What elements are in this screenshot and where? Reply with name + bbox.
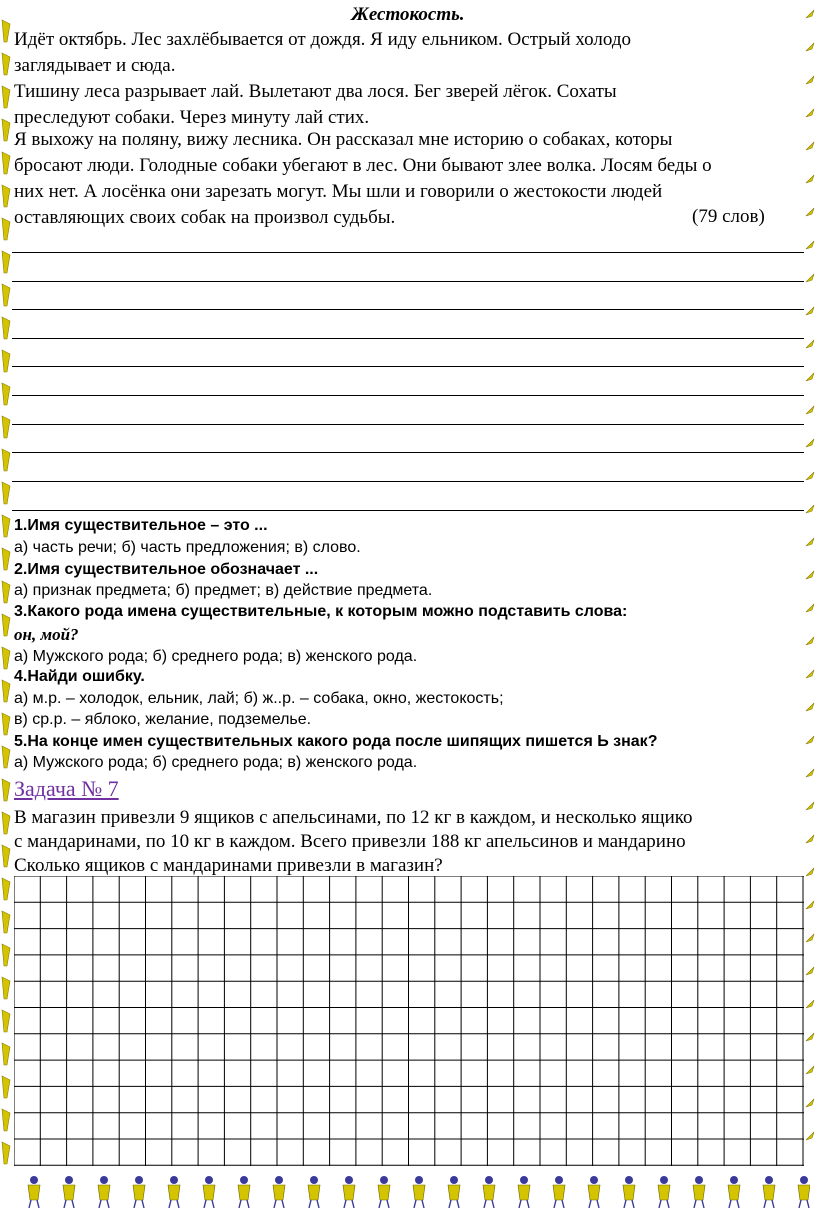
border-ornament-icon bbox=[2, 977, 10, 999]
border-ornament-icon bbox=[2, 1142, 10, 1164]
border-ornament-icon bbox=[806, 1000, 814, 1008]
border-ornament-icon bbox=[2, 119, 10, 141]
writing-line bbox=[12, 281, 804, 282]
dictation-title: Жестокость. bbox=[351, 4, 465, 25]
writing-line bbox=[12, 510, 804, 511]
schoolchild-with-satchel-icon bbox=[798, 1176, 810, 1208]
border-ornament-icon bbox=[2, 449, 10, 471]
schoolchild-with-satchel-icon bbox=[553, 1176, 565, 1208]
dictation-line: них нет. А лосёнка они зарезать могут. Мы шли и говорили о жестокости людей bbox=[14, 181, 663, 202]
writing-line bbox=[12, 338, 804, 339]
left-decorative-border bbox=[0, 0, 14, 1170]
task-heading: Задача № 7 bbox=[14, 776, 119, 801]
border-ornament-icon bbox=[2, 1043, 10, 1065]
question-3-words: он, мой? bbox=[14, 625, 79, 644]
word-count: (79 слов) bbox=[692, 206, 765, 227]
schoolchild-with-satchel-icon bbox=[378, 1176, 390, 1208]
border-ornament-icon bbox=[2, 152, 10, 174]
writing-line bbox=[12, 309, 804, 310]
border-ornament-icon bbox=[806, 43, 814, 51]
task-line: с мандаринами, по 10 кг в каждом. Всего привезли 188 кг апельсинов и мандарино bbox=[14, 831, 686, 852]
border-ornament-icon bbox=[806, 439, 814, 447]
border-ornament-icon bbox=[2, 1109, 10, 1131]
dictation-line: бросают люди. Голодные собаки убегают в лес. Они бывают злее волка. Лосям беды о bbox=[14, 155, 712, 176]
dictation-line: Я выхожу на поляну, вижу лесника. Он рассказал мне историю о собаках, которы bbox=[14, 129, 673, 150]
border-ornament-icon bbox=[806, 703, 814, 711]
border-ornament-icon bbox=[2, 86, 10, 108]
border-ornament-icon bbox=[806, 769, 814, 777]
border-ornament-icon bbox=[2, 812, 10, 834]
schoolchild-with-satchel-icon bbox=[623, 1176, 635, 1208]
border-ornament-icon bbox=[806, 967, 814, 975]
border-ornament-icon bbox=[2, 482, 10, 504]
question-3: 3.Какого рода имена существительные, к которым можно подставить слова: bbox=[14, 603, 628, 620]
writing-line bbox=[12, 452, 804, 453]
border-ornament-icon bbox=[2, 515, 10, 537]
border-ornament-icon bbox=[806, 571, 814, 579]
schoolchild-with-satchel-icon bbox=[483, 1176, 495, 1208]
border-ornament-icon bbox=[2, 845, 10, 867]
border-ornament-icon bbox=[2, 317, 10, 339]
border-ornament-icon bbox=[2, 416, 10, 438]
border-ornament-icon bbox=[806, 472, 814, 480]
answer-options-1: а) часть речи; б) часть предложения; в) слово. bbox=[14, 539, 361, 556]
schoolchild-with-satchel-icon bbox=[63, 1176, 75, 1208]
dictation-line: преследуют собаки. Через минуту лай стих. bbox=[14, 107, 370, 128]
border-ornament-icon bbox=[806, 340, 814, 348]
border-ornament-icon bbox=[806, 307, 814, 315]
border-ornament-icon bbox=[806, 1033, 814, 1041]
schoolchild-with-satchel-icon bbox=[448, 1176, 460, 1208]
schoolchild-with-satchel-icon bbox=[413, 1176, 425, 1208]
border-ornament-icon bbox=[806, 505, 814, 513]
task-line: В магазин привезли 9 ящиков с апельсинами, по 12 кг в каждом, и несколько ящико bbox=[14, 807, 693, 828]
border-ornament-icon bbox=[2, 1010, 10, 1032]
border-ornament-icon bbox=[2, 911, 10, 933]
answer-options-2: а) признак предмета; б) предмет; в) действие предмета. bbox=[14, 582, 433, 599]
schoolchild-with-satchel-icon bbox=[238, 1176, 250, 1208]
border-ornament-icon bbox=[2, 878, 10, 900]
border-ornament-icon bbox=[806, 835, 814, 843]
schoolchild-with-satchel-icon bbox=[98, 1176, 110, 1208]
dictation-line: Тишину леса разрывает лай. Вылетают два лося. Бег зверей лёгок. Сохаты bbox=[14, 81, 617, 102]
answer-options-5: а) Мужского рода; б) среднего рода; в) женского рода. bbox=[14, 754, 418, 771]
bottom-decorative-border bbox=[20, 1172, 810, 1212]
writing-line bbox=[12, 252, 804, 253]
writing-line bbox=[12, 366, 804, 367]
schoolchild-with-satchel-icon bbox=[168, 1176, 180, 1208]
border-ornament-icon bbox=[2, 1076, 10, 1098]
border-ornament-icon bbox=[806, 241, 814, 249]
question-2: 2.Имя существительное обозначает ... bbox=[14, 561, 319, 578]
question-1: 1.Имя существительное – это ... bbox=[14, 517, 268, 534]
schoolchild-with-satchel-icon bbox=[273, 1176, 285, 1208]
dictation-line: оставляющих своих собак на произвол судьбы. bbox=[14, 207, 396, 228]
schoolchild-with-satchel-icon bbox=[693, 1176, 705, 1208]
border-ornament-icon bbox=[2, 746, 10, 768]
schoolchild-with-satchel-icon bbox=[133, 1176, 145, 1208]
border-ornament-icon bbox=[806, 538, 814, 546]
border-ornament-icon bbox=[2, 218, 10, 240]
border-ornament-icon bbox=[806, 208, 814, 216]
writing-line bbox=[12, 481, 804, 482]
border-ornament-icon bbox=[806, 109, 814, 117]
border-ornament-icon bbox=[2, 185, 10, 207]
answer-options-3: а) Мужского рода; б) среднего рода; в) женского рода. bbox=[14, 648, 418, 665]
border-ornament-icon bbox=[2, 548, 10, 570]
answer-options-4a: а) м.р. – холодок, ельник, лай; б) ж..р. – собака, окно, жестокость; bbox=[14, 690, 504, 707]
border-ornament-icon bbox=[2, 251, 10, 273]
border-ornament-icon bbox=[2, 581, 10, 603]
schoolchild-with-satchel-icon bbox=[308, 1176, 320, 1208]
writing-line bbox=[12, 424, 804, 425]
border-ornament-icon bbox=[2, 350, 10, 372]
border-ornament-icon bbox=[806, 406, 814, 414]
border-ornament-icon bbox=[2, 53, 10, 75]
border-ornament-icon bbox=[806, 175, 814, 183]
border-ornament-icon bbox=[806, 802, 814, 810]
border-ornament-icon bbox=[806, 142, 814, 150]
border-ornament-icon bbox=[2, 647, 10, 669]
schoolchild-with-satchel-icon bbox=[728, 1176, 740, 1208]
border-ornament-icon bbox=[2, 680, 10, 702]
writing-line bbox=[12, 395, 804, 396]
border-ornament-icon bbox=[806, 1099, 814, 1107]
border-ornament-icon bbox=[806, 76, 814, 84]
border-ornament-icon bbox=[2, 284, 10, 306]
border-ornament-icon bbox=[806, 637, 814, 645]
question-4: 4.Найди ошибку. bbox=[14, 668, 145, 685]
schoolchild-with-satchel-icon bbox=[658, 1176, 670, 1208]
schoolchild-with-satchel-icon bbox=[203, 1176, 215, 1208]
border-ornament-icon bbox=[806, 604, 814, 612]
solution-grid bbox=[14, 876, 804, 1166]
dictation-line: Идёт октябрь. Лес захлёбывается от дождя. Я иду ельником. Острый холодо bbox=[14, 29, 632, 50]
task-line: Сколько ящиков с мандаринами привезли в магазин? bbox=[14, 855, 443, 876]
border-ornament-icon bbox=[806, 901, 814, 909]
border-ornament-icon bbox=[806, 736, 814, 744]
border-ornament-icon bbox=[2, 713, 10, 735]
border-ornament-icon bbox=[806, 1132, 814, 1140]
schoolchild-with-satchel-icon bbox=[518, 1176, 530, 1208]
border-ornament-icon bbox=[2, 614, 10, 636]
border-ornament-icon bbox=[806, 274, 814, 282]
schoolchild-with-satchel-icon bbox=[28, 1176, 40, 1208]
border-ornament-icon bbox=[2, 779, 10, 801]
border-ornament-icon bbox=[806, 1066, 814, 1074]
border-ornament-icon bbox=[806, 670, 814, 678]
border-ornament-icon bbox=[806, 934, 814, 942]
question-5: 5.На конце имен существительных какого рода после шипящих пишется Ь знак? bbox=[14, 733, 658, 750]
schoolchild-with-satchel-icon bbox=[343, 1176, 355, 1208]
border-ornament-icon bbox=[806, 868, 814, 876]
answer-options-4b: в) ср.р. – яблоко, желание, подземелье. bbox=[14, 711, 312, 728]
schoolchild-with-satchel-icon bbox=[763, 1176, 775, 1208]
dictation-line: заглядывает и сюда. bbox=[14, 55, 176, 76]
border-ornament-icon bbox=[806, 373, 814, 381]
schoolchild-with-satchel-icon bbox=[588, 1176, 600, 1208]
border-ornament-icon bbox=[2, 944, 10, 966]
border-ornament-icon bbox=[2, 383, 10, 405]
